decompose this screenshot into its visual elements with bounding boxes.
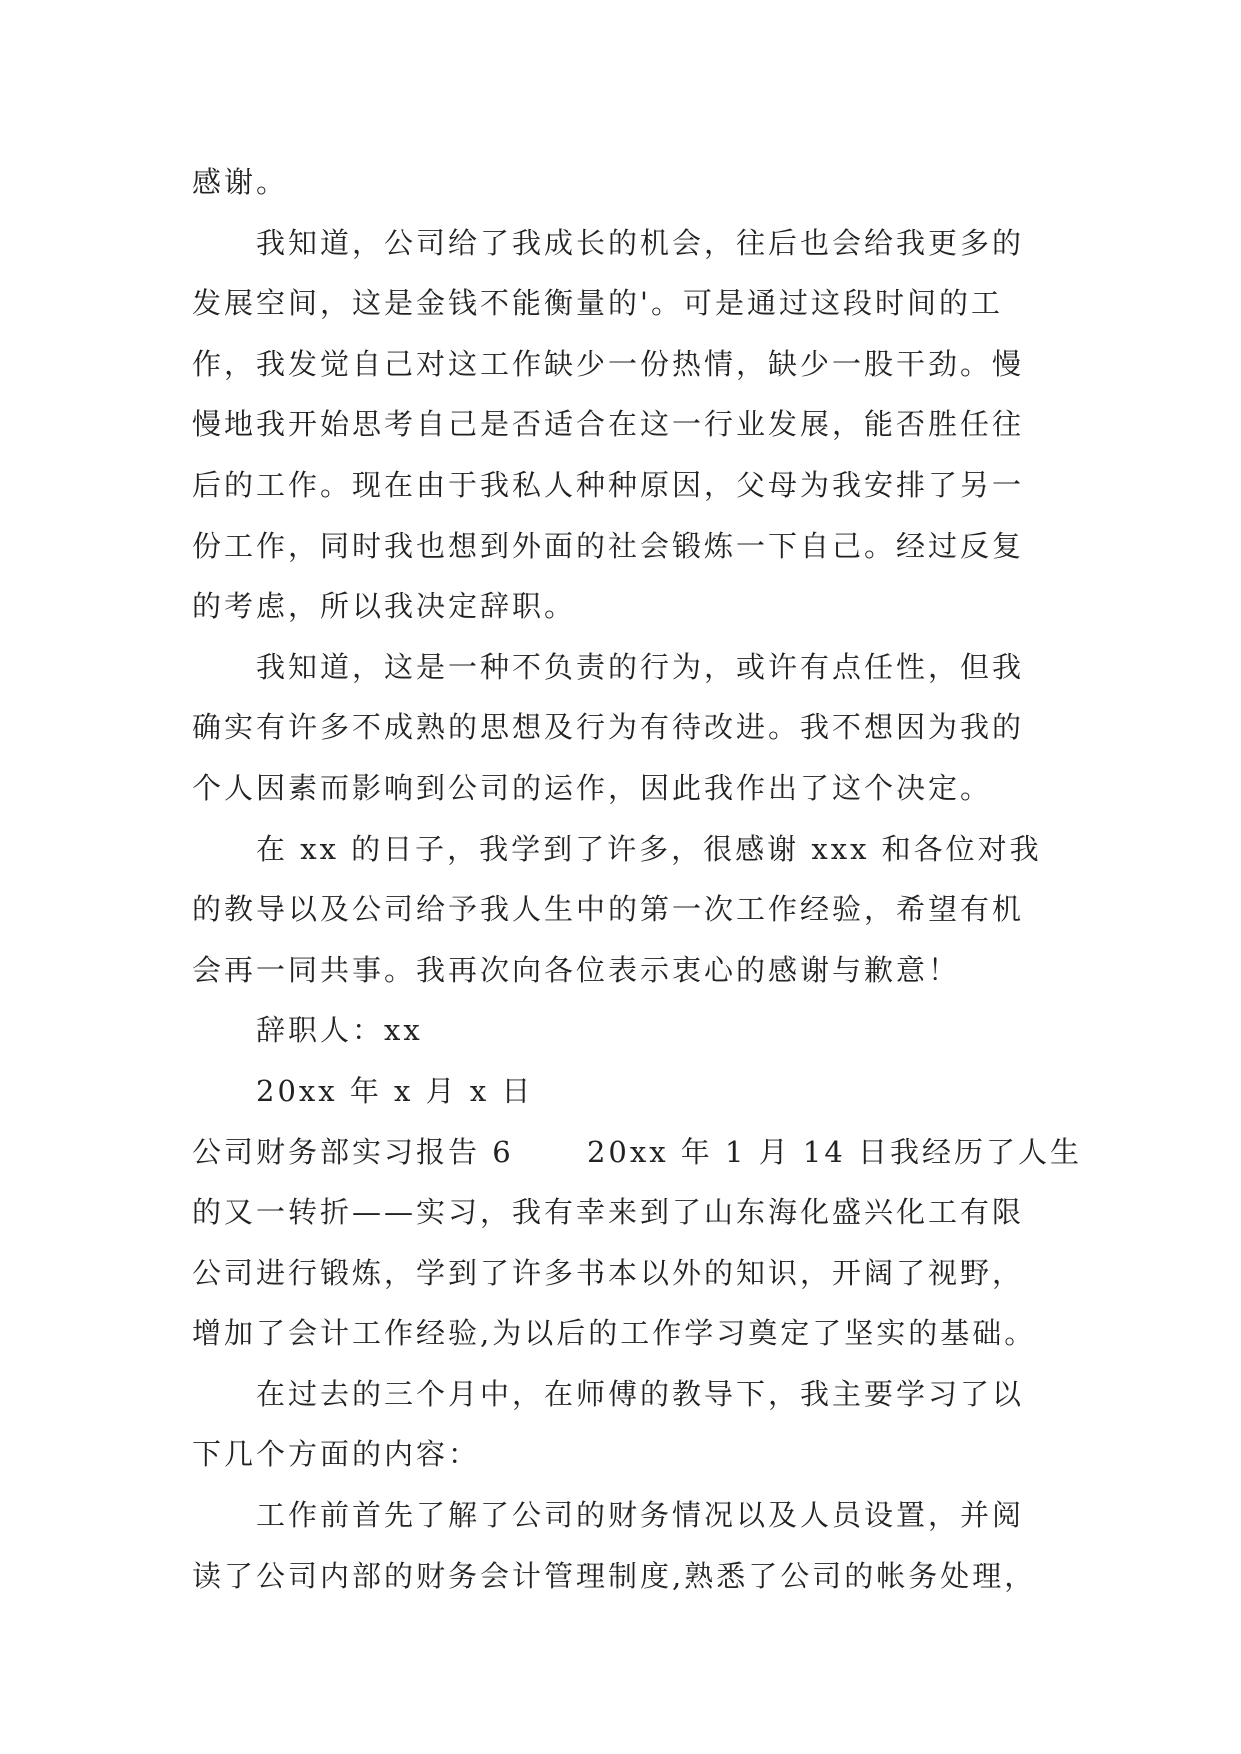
report-title-line: 公司财务部实习报告 6 20xx 年 1 月 14 日我经历了人生	[192, 1134, 1083, 1169]
text-line: 慢地我开始思考自己是否适合在这一行业发展，能否胜任往	[192, 407, 1025, 442]
text-line: 工作前首先了解了公司的财务情况以及人员设置，并阅	[256, 1498, 1025, 1533]
text-line: 发展空间，这是金钱不能衡量的'。可是通过这段时间的工	[192, 286, 1003, 321]
text-line: 的又一转折——实习，我有幸来到了山东海化盛兴化工有限	[192, 1195, 1025, 1230]
document-body	[192, 152, 1083, 1606]
text-line: 后的工作。现在由于我私人种种原因，父母为我安排了另一	[192, 467, 1025, 502]
text-line: 我知道，公司给了我成长的机会，往后也会给我更多的	[256, 225, 1025, 260]
text-line: 我知道，这是一种不负责的行为，或许有点任性，但我	[256, 649, 1025, 684]
text-line: 下几个方面的内容：	[192, 1437, 481, 1472]
text-line: 的教导以及公司给予我人生中的第一次工作经验，希望有机	[192, 892, 1025, 927]
text-line: 感谢。	[192, 165, 289, 199]
signature-line: 辞职人：xx	[256, 1013, 423, 1048]
text-line: 确实有许多不成熟的思想及行为有待改进。我不想因为我的	[192, 710, 1025, 745]
text-line: 读了公司内部的财务会计管理制度,熟悉了公司的帐务处理，	[192, 1558, 1037, 1593]
text-line: 份工作，同时我也想到外面的社会锻炼一下自己。经过反复	[192, 528, 1025, 563]
date-line: 20xx 年 x 月 x 日	[256, 1073, 534, 1108]
text-line: 个人因素而影响到公司的运作，因此我作出了这个决定。	[192, 770, 993, 805]
text-line: 会再一同共事。我再次向各位表示衷心的感谢与歉意！	[192, 952, 961, 987]
text-line: 在 xx 的日子，我学到了许多，很感谢 xxx 和各位对我	[256, 831, 1042, 866]
text-line: 公司进行锻炼，学到了许多书本以外的知识，开阔了视野，	[192, 1255, 1025, 1290]
text-line: 的考虑，所以我决定辞职。	[192, 589, 577, 624]
text-line: 作，我发觉自己对这工作缺少一份热情，缺少一股干劲。慢	[192, 346, 1025, 381]
text-line: 在过去的三个月中，在师傅的教导下，我主要学习了以	[256, 1376, 1025, 1411]
text-line: 增加了会计工作经验,为以后的工作学习奠定了坚实的基础。	[192, 1316, 1037, 1351]
